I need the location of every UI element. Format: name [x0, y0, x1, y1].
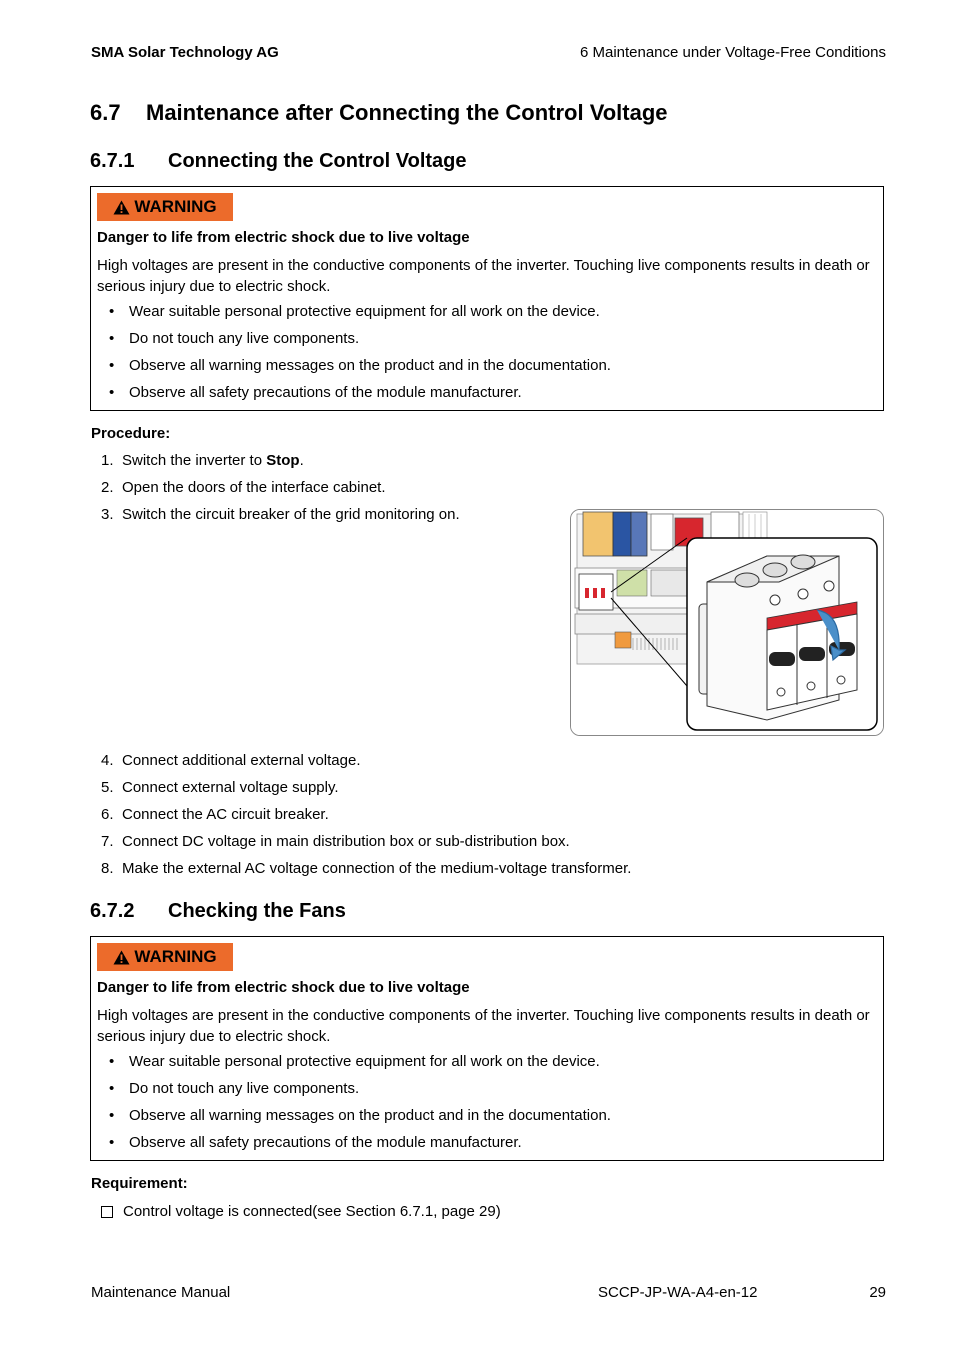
list-item: • Wear suitable personal protective equipment for all work on the device.	[97, 1053, 611, 1080]
warning-title: Danger to life from electric shock due to live voltage	[97, 229, 470, 246]
subsection-number-2: 6.7.2	[90, 900, 135, 922]
list-item: • Wear suitable personal protective equipment for all work on the device.	[97, 303, 611, 330]
footer-manual-title: Maintenance Manual	[91, 1284, 231, 1301]
procedure-steps-a	[91, 452, 460, 533]
list-item: • Do not touch any live components.	[97, 1080, 611, 1107]
requirement-item	[91, 1203, 501, 1220]
step-text: Switch the circuit breaker of the grid monitoring on.	[122, 506, 460, 523]
list-item: 1. Switch the inverter to Stop.	[101, 452, 304, 469]
cabinet-drawing	[571, 510, 884, 736]
warning-title: Danger to life from electric shock due to live voltage	[97, 979, 470, 996]
step-text: Connect additional external voltage.	[122, 752, 361, 769]
procedure-label: Procedure:	[91, 425, 171, 442]
warning-badge	[97, 943, 233, 971]
section-number: 6.7	[90, 100, 121, 125]
checkbox-icon	[101, 1206, 113, 1218]
list-item: 4. Connect additional external voltage.	[101, 752, 361, 769]
list-item: 8. Make the external AC voltage connection of the medium-voltage transformer.	[101, 860, 632, 877]
warning-box-2	[90, 936, 884, 1161]
circuit-breaker-illustration	[570, 509, 884, 736]
warning-text: High voltages are present in the conductive components of the inverter. Touching live components results in death or serious injury due to electric shock.	[97, 1007, 870, 1045]
footer-document-code: SCCP-JP-WA-A4-en-12	[598, 1284, 758, 1301]
warning-box-1	[90, 186, 884, 411]
step-text: Open the doors of the interface cabinet.	[122, 479, 386, 496]
step-text: Switch the inverter to	[122, 452, 267, 469]
requirement-text: Control voltage is connected(see Section 6.7.1, page 29)	[123, 1203, 501, 1220]
requirement-label: Requirement:	[91, 1175, 188, 1192]
list-item: • Do not touch any live components.	[97, 330, 611, 357]
subsection-title-2: Checking the Fans	[168, 900, 346, 922]
header-chapter: 6 Maintenance under Voltage-Free Conditions	[579, 44, 886, 61]
warning-triangle-icon	[113, 200, 130, 215]
list-item: • Observe all safety precautions of the module manufacturer.	[97, 1134, 611, 1161]
warning-badge	[97, 193, 233, 221]
step-text: Make the external AC voltage connection of the medium-voltage transformer.	[122, 860, 632, 877]
warning-list	[97, 303, 611, 411]
list-item: 7. Connect DC voltage in main distribution box or sub-distribution box.	[101, 833, 570, 850]
step-text: Connect external voltage supply.	[122, 779, 339, 796]
list-item: • Observe all warning messages on the product and in the documentation.	[97, 1107, 611, 1134]
header-company: SMA Solar Technology AG	[91, 44, 279, 61]
subsection-heading-1	[90, 150, 467, 173]
list-item: 6. Connect the AC circuit breaker.	[101, 806, 329, 823]
warning-label: WARNING	[134, 947, 217, 966]
subsection-title-1: Connecting the Control Voltage	[168, 150, 467, 172]
warning-text: High voltages are present in the conductive components of the inverter. Touching live components results in death or serious injury due to electric shock.	[97, 257, 870, 295]
procedure-steps-b	[91, 752, 631, 887]
section-heading	[90, 100, 668, 126]
warning-label: WARNING	[134, 197, 217, 216]
step-text: Connect the AC circuit breaker.	[122, 806, 329, 823]
step-suffix: .	[299, 452, 304, 469]
warning-triangle-icon	[113, 950, 130, 965]
section-title: Maintenance after Connecting the Control Voltage	[146, 100, 668, 125]
list-item: • Observe all safety precautions of the module manufacturer.	[97, 384, 611, 411]
footer-page-number: 29	[869, 1284, 886, 1301]
list-item: • Observe all warning messages on the product and in the documentation.	[97, 357, 611, 384]
warning-list	[97, 1053, 611, 1161]
list-item: 3. Switch the circuit breaker of the grid monitoring on.	[101, 506, 460, 523]
subsection-heading-2	[90, 900, 346, 923]
list-item: 2. Open the doors of the interface cabinet.	[101, 479, 386, 496]
list-item: 5. Connect external voltage supply.	[101, 779, 339, 796]
subsection-number-1: 6.7.1	[90, 150, 135, 172]
step-text: Connect DC voltage in main distribution box or sub-distribution box.	[122, 833, 570, 850]
step-emphasis: Stop	[266, 452, 300, 469]
